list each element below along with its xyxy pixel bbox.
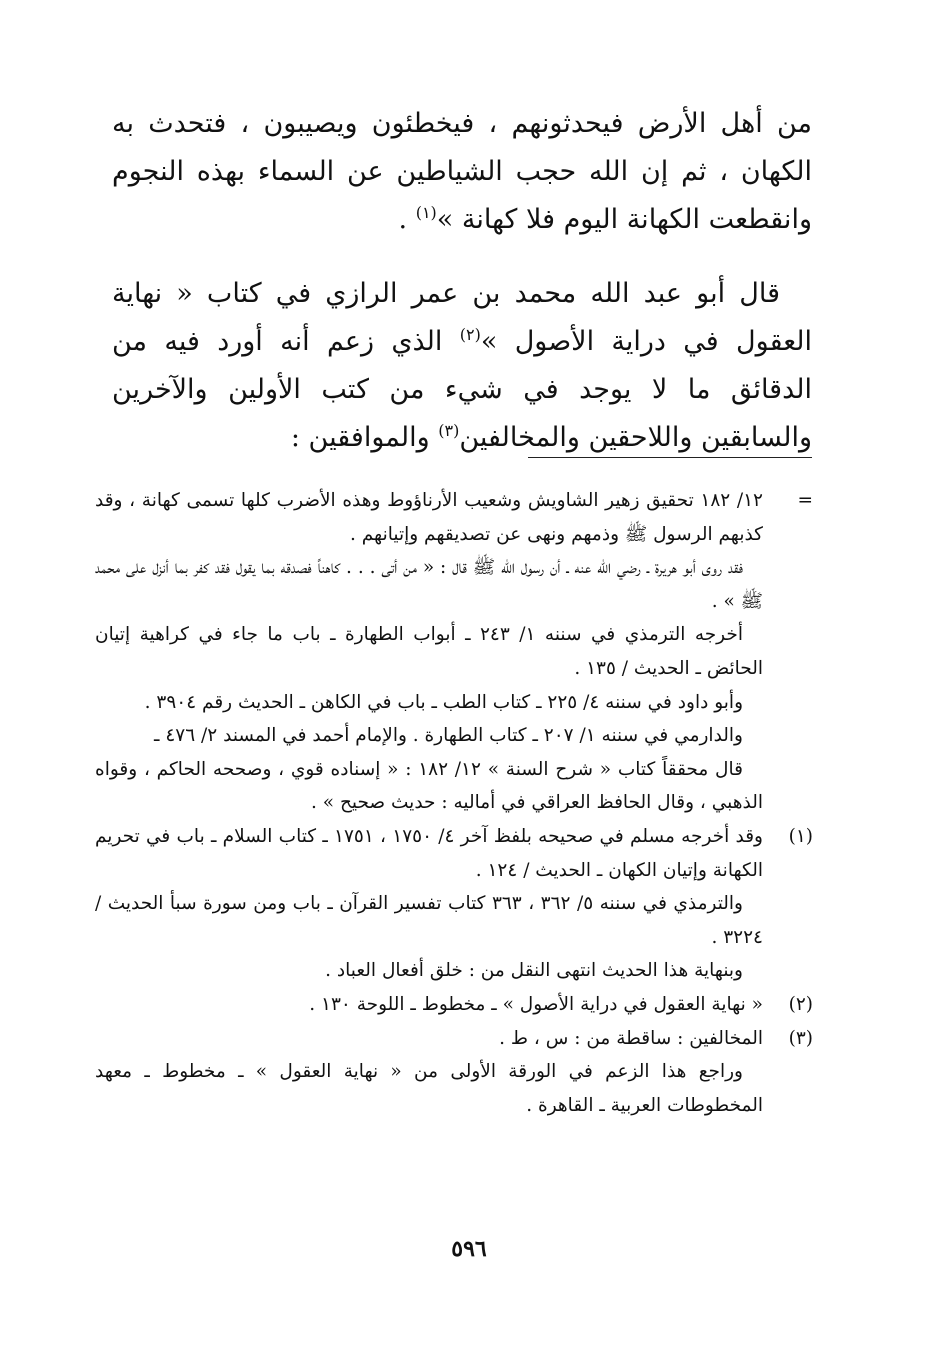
footnote-text: وأبو داود في سننه ٤/ ٢٢٥ ـ كتاب الطب ـ باب في الكاهن ـ الحديث رقم ٣٩٠٤ . bbox=[144, 691, 743, 713]
footnote-marker: (٣) bbox=[788, 1027, 813, 1049]
footnote-text: فقد روى أبو هريرة ـ رضي الله عنه ـ أن رسول الله ﷺ قال : « من أتى . . . كاهناً فصدقه بما يقول فقد كفر بما أنزل على محمد ﷺ » . bbox=[95, 557, 763, 612]
footnote-text: « نهاية العقول في دراية الأصول » ـ مخطوط ـ اللوحة ١٣٠ . bbox=[309, 993, 763, 1015]
footnote-entry bbox=[95, 484, 813, 551]
footnote-entry bbox=[95, 719, 813, 753]
footnote-text: والدارمي في سننه ١/ ٢٠٧ ـ كتاب الطهارة . والإمام أحمد في المسند ٢/ ٤٧٦ ـ bbox=[154, 725, 743, 747]
footnote-text: قال محققاً كتاب « شرح السنة » ١٢/ ١٨٢ : « إسناده قوي ، وصححه الحاكم ، وقواه الذهبي ، وقال الحافظ العراقي في أماليه : حديث صحيح » . bbox=[95, 758, 763, 814]
paragraph-1-tail: . bbox=[398, 204, 416, 235]
footnote-marker: (١) bbox=[788, 825, 813, 847]
footnote-entry bbox=[95, 1055, 813, 1122]
main-text bbox=[112, 100, 812, 462]
footnote-text: ١٢/ ١٨٢ تحقيق زهير الشاويش وشعيب الأرناؤوط وهذه الأضرب كلها تسمى كهانة ، وقد كذبهم الرسول ﷺ وذمهم ونهى عن تصديقهم وإتيانهم . bbox=[95, 490, 763, 545]
footnote-entry bbox=[95, 1022, 813, 1056]
paragraph-2-text-b: الذي زعم أنه أورد فيه من الدقائق ما لا يوجد في شيء من كتب الأولين والآخرين والسابقين واللاحقين والمخالفين bbox=[112, 326, 812, 453]
paragraph-1-text: من أهل الأرض فيحدثونهم ، فيخطئون ويصيبون ، فتحدث به الكهان ، ثم إن الله حجب الشياطين عن السماء بهذه النجوم وانقطعت الكهانة اليوم فلا كهانة » bbox=[112, 108, 812, 235]
paragraph-2 bbox=[112, 270, 812, 462]
footnote-ref-2: (٢) bbox=[459, 325, 481, 344]
footnote-text: وبنهاية هذا الحديث انتهى النقل من : خلق أفعال العباد . bbox=[325, 960, 743, 982]
footnote-entry bbox=[95, 988, 813, 1022]
footnote-text: والترمذي في سننه ٥/ ٣٦٢ ، ٣٦٣ كتاب تفسير القرآن ـ باب ومن سورة سبأ الحديث / ٣٢٢٤ . bbox=[95, 893, 763, 948]
footnote-text: وقد أخرجه مسلم في صحيحه بلفظ آخر ٤/ ١٧٥٠ ، ١٧٥١ ـ كتاب السلام ـ باب في تحريم الكهانة وإتيان الكهان ـ الحديث / ١٢٤ . bbox=[95, 825, 763, 881]
page-number: ٥٩٦ bbox=[451, 1236, 487, 1262]
paragraph-2-text-a: قال أبو عبد الله محمد بن عمر الرازي في كتاب « نهاية العقول في دراية الأصول » bbox=[112, 278, 812, 357]
footnote-marker: = bbox=[797, 490, 813, 511]
footnotes bbox=[95, 484, 813, 1122]
footnote-entry bbox=[95, 954, 813, 988]
footnote-entry bbox=[95, 887, 813, 954]
footnote-text: المخالفين : ساقطة من : س ، ط . bbox=[499, 1027, 763, 1049]
footnote-entry bbox=[95, 820, 813, 887]
footnote-ref-3: (٣) bbox=[438, 421, 460, 440]
footnote-entry bbox=[95, 618, 813, 685]
footnote-entry bbox=[95, 686, 813, 720]
footnote-ref-1: (١) bbox=[415, 203, 437, 222]
footnote-entry bbox=[95, 551, 813, 618]
paragraph-2-text-c: والموافقين : bbox=[290, 422, 439, 453]
footnote-text: أخرجه الترمذي في سننه ١/ ٢٤٣ ـ أبواب الطهارة ـ باب ما جاء في كراهية إتيان الحائض ـ الحديث / ١٣٥ . bbox=[95, 624, 763, 679]
paragraph-1 bbox=[112, 100, 812, 244]
footnote-separator bbox=[528, 457, 812, 458]
footnote-marker: (٢) bbox=[788, 993, 813, 1015]
footnote-entry bbox=[95, 753, 813, 820]
footnote-text: وراجع هذا الزعم في الورقة الأولى من « نهاية العقول » ـ مخطوط ـ معهد المخطوطات العربية ـ القاهرة . bbox=[95, 1061, 763, 1116]
